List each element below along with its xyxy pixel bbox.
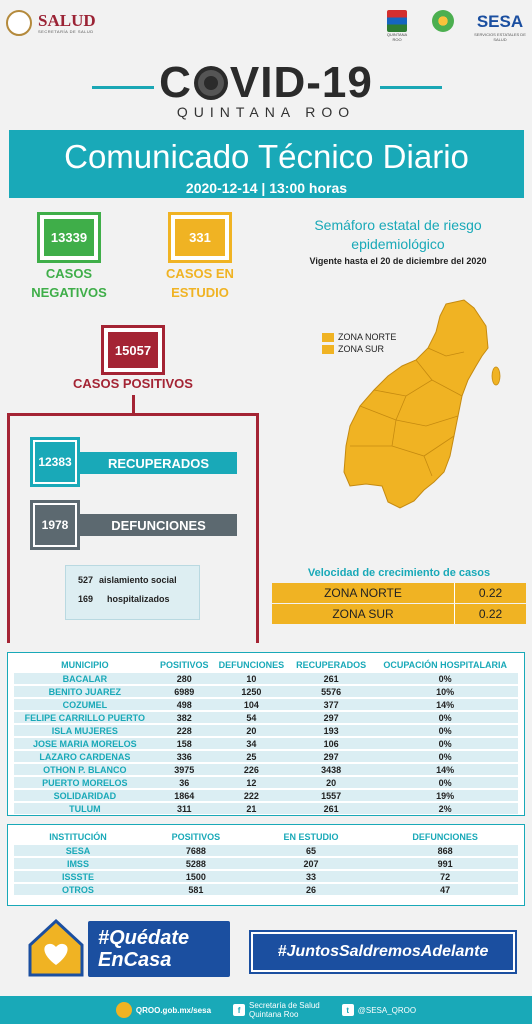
- salud-logo-subtitle: SECRETARÍA DE SALUD: [38, 28, 94, 34]
- municipio-row-cell: 382: [156, 712, 213, 723]
- footer-bar: [0, 996, 532, 1024]
- covid-title-c: C: [159, 58, 192, 107]
- municipio-row-name: BACALAR: [14, 673, 156, 684]
- municipio-row-name: BENITO JUAREZ: [14, 686, 156, 697]
- mexico-seal-icon: [6, 10, 32, 36]
- estudio-value: 331: [175, 219, 225, 256]
- institucion-row-cell: 65: [250, 845, 372, 856]
- velocidad-valor: 0.22: [478, 586, 503, 600]
- recuperados-box: [30, 437, 80, 487]
- institucion-row-cell: 33: [250, 871, 372, 882]
- institucion-row-cell: 72: [372, 871, 518, 882]
- covid-title: [0, 58, 532, 108]
- municipio-row-cell: 0%: [372, 777, 518, 788]
- institucion-row-cell: 991: [372, 858, 518, 869]
- municipio-row-cell: 3975: [156, 764, 213, 775]
- estudio-label-line2: ESTUDIO: [171, 285, 229, 300]
- municipio-row-cell: 377: [290, 699, 372, 710]
- aislamiento-value: 527: [78, 575, 94, 585]
- institucion-row: [14, 858, 518, 869]
- municipio-row-cell: 21: [213, 803, 290, 814]
- virus-icon: [194, 66, 228, 100]
- institucion-row-cell: 5288: [142, 858, 250, 869]
- municipio-row-cell: 25: [213, 751, 290, 762]
- municipio-row-cell: 0%: [372, 738, 518, 749]
- municipio-row-cell: 0%: [372, 725, 518, 736]
- municipio-row-name: JOSE MARIA MORELOS: [14, 738, 156, 749]
- institucion-row-cell: 47: [372, 884, 518, 895]
- legend-label-sur: ZONA SUR: [338, 344, 385, 354]
- positivos-box: [101, 325, 165, 375]
- municipio-row-cell: 222: [213, 790, 290, 801]
- salud-logo-text: SALUD: [38, 10, 96, 30]
- municipio-row-cell: 106: [290, 738, 372, 749]
- col-positivos: POSITIVOS: [171, 832, 221, 842]
- municipio-row-cell: 0%: [372, 751, 518, 762]
- velocidad-row: [272, 583, 526, 603]
- municipio-row-cell: 2%: [372, 803, 518, 814]
- instituciones-header-row: [14, 831, 518, 843]
- municipio-row-name: ISLA MUJERES: [14, 725, 156, 736]
- legend-swatch-norte: [322, 333, 334, 342]
- velocidad-row: [272, 604, 526, 624]
- defunciones-box: [30, 500, 80, 550]
- municipio-row-cell: 261: [290, 803, 372, 814]
- municipio-row-cell: 0%: [372, 673, 518, 684]
- environment-logo: [425, 10, 461, 44]
- instituciones-table: [7, 824, 525, 906]
- report-banner: [9, 130, 524, 198]
- municipio-row-cell: 1250: [213, 686, 290, 697]
- negativos-box: [37, 212, 101, 263]
- semaforo-title: [282, 216, 514, 254]
- municipio-row-name: OTHON P. BLANCO: [14, 764, 156, 775]
- footer-twitter-text: @SESA_QROO: [357, 1005, 417, 1015]
- municipio-row-cell: 54: [213, 712, 290, 723]
- house-heart-icon: [26, 917, 86, 979]
- municipio-row-cell: 36: [156, 777, 213, 788]
- municipio-row-cell: 261: [290, 673, 372, 684]
- defunciones-bar: DEFUNCIONES: [80, 514, 237, 536]
- municipio-row-cell: 1864: [156, 790, 213, 801]
- semaforo-title-line1: Semáforo estatal de riesgo: [314, 217, 482, 233]
- institucion-row-cell: 26: [250, 884, 372, 895]
- municipio-row: [14, 751, 518, 762]
- municipio-row-cell: 6989: [156, 686, 213, 697]
- institucion-row-cell: 1500: [142, 871, 250, 882]
- municipio-row-cell: 20: [213, 725, 290, 736]
- municipios-table: [7, 652, 525, 816]
- municipio-row-name: PUERTO MORELOS: [14, 777, 156, 788]
- hospitalizados-value: 169: [78, 594, 94, 604]
- quedate-en-casa-banner: [88, 921, 230, 977]
- municipio-row: [14, 699, 518, 710]
- recuperados-bar: RECUPERADOS: [80, 452, 237, 474]
- municipio-row-cell: 10%: [372, 686, 518, 697]
- municipio-row-cell: 34: [213, 738, 290, 749]
- legend-swatch-sur: [322, 345, 334, 354]
- footer-web[interactable]: [116, 1002, 211, 1018]
- col-positivos: POSITIVOS: [159, 660, 209, 670]
- velocidad-title: Velocidad de crecimiento de casos: [307, 567, 491, 579]
- quedate-line2: EnCasa: [98, 949, 172, 971]
- institucion-row-name: OTROS: [14, 884, 142, 895]
- municipio-row-cell: 297: [290, 751, 372, 762]
- negativos-label-line2: NEGATIVOS: [31, 285, 107, 300]
- col-defunciones: DEFUNCIONES: [412, 832, 478, 842]
- qroo-globe-icon: [116, 1002, 132, 1018]
- footer-facebook[interactable]: [233, 1001, 320, 1019]
- positivos-connector: [132, 395, 135, 415]
- municipio-row-name: SOLIDARIDAD: [14, 790, 156, 801]
- municipio-row-cell: 5576: [290, 686, 372, 697]
- quintana-roo-logo: [382, 10, 412, 44]
- defunciones-value: 1978: [35, 505, 75, 545]
- col-ocupacion: OCUPACIÓN HOSPITALARIA: [383, 660, 507, 670]
- footer-web-text: QROO.gob.mx/sesa: [135, 1005, 212, 1015]
- municipio-row: [14, 803, 518, 814]
- municipio-row-cell: 12: [213, 777, 290, 788]
- report-date: 2020-12-14 | 13:00 horas: [185, 180, 348, 196]
- institucion-row: [14, 884, 518, 895]
- positivos-value: 15057: [108, 332, 158, 368]
- municipio-row-cell: 226: [213, 764, 290, 775]
- institucion-row-cell: 868: [372, 845, 518, 856]
- municipio-row-name: COZUMEL: [14, 699, 156, 710]
- footer-twitter[interactable]: [342, 1004, 416, 1016]
- municipios-header-row: [14, 659, 518, 671]
- municipio-row: [14, 673, 518, 684]
- estudio-label: [150, 264, 250, 302]
- velocidad-zona: ZONA SUR: [272, 604, 455, 624]
- municipio-row: [14, 777, 518, 788]
- covid-title-rest: VID-19: [229, 58, 373, 107]
- municipio-row-name: TULUM: [14, 803, 156, 814]
- municipio-row-cell: 0%: [372, 712, 518, 723]
- hospitalizados-row: [66, 585, 199, 604]
- sesa-logo: [468, 12, 532, 42]
- quedate-line1: #Quédate: [98, 927, 190, 949]
- municipio-row-cell: 498: [156, 699, 213, 710]
- hospitalizados-label: hospitalizados: [107, 594, 170, 604]
- semaforo-title-line2: epidemiológico: [351, 236, 445, 252]
- status-breakdown: [65, 565, 200, 620]
- semaforo-vigencia: Vigente hasta el 20 de diciembre del 2020: [309, 256, 487, 266]
- municipio-row: [14, 686, 518, 697]
- twitter-icon: t: [342, 1004, 354, 1016]
- municipio-row-cell: 104: [213, 699, 290, 710]
- col-municipio: MUNICIPIO: [61, 660, 109, 670]
- facebook-icon: f: [233, 1004, 245, 1016]
- velocidad-zona: ZONA NORTE: [272, 583, 455, 603]
- municipio-row-cell: 14%: [372, 764, 518, 775]
- aislamiento-row: [66, 566, 199, 585]
- negativos-label-line1: CASOS: [45, 266, 93, 281]
- positivos-label: CASOS POSITIVOS: [73, 376, 193, 391]
- region-subtitle: QUINTANA ROO: [176, 104, 356, 120]
- municipio-row-cell: 19%: [372, 790, 518, 801]
- institucion-row: [14, 845, 518, 856]
- quintana-roo-caption: QUINTANA ROO: [386, 32, 408, 42]
- municipio-row: [14, 790, 518, 801]
- institucion-row: [14, 871, 518, 882]
- estudio-label-line1: CASOS EN: [166, 266, 234, 281]
- municipio-row-cell: 158: [156, 738, 213, 749]
- juntos-saldremos-banner: #JuntosSaldremosAdelante: [251, 932, 515, 972]
- negativos-label: [20, 264, 118, 302]
- quintana-roo-crest-icon: [387, 10, 407, 32]
- municipio-row-cell: 3438: [290, 764, 372, 775]
- municipio-row-cell: 228: [156, 725, 213, 736]
- col-institucion: INSTITUCIÓN: [49, 832, 107, 842]
- col-recuperados: RECUPERADOS: [296, 660, 367, 670]
- sesa-logo-text: SESA: [476, 12, 524, 31]
- salud-logo: [6, 10, 96, 36]
- municipio-row-name: LAZARO CARDENAS: [14, 751, 156, 762]
- sesa-logo-subtitle: SERVICIOS ESTATALES DE SALUD: [474, 32, 526, 42]
- municipio-row-cell: 280: [156, 673, 213, 684]
- municipio-row-cell: 297: [290, 712, 372, 723]
- institucion-row-cell: 581: [142, 884, 250, 895]
- legend-label-norte: ZONA NORTE: [338, 332, 397, 342]
- municipio-row: [14, 712, 518, 723]
- municipio-row-cell: 10: [213, 673, 290, 684]
- map-state-shape: [344, 300, 488, 508]
- municipio-row-cell: 336: [156, 751, 213, 762]
- municipio-row: [14, 764, 518, 775]
- report-heading: Comunicado Técnico Diario: [64, 138, 469, 175]
- footer-facebook-line1: Secretaría de Salud: [249, 1001, 320, 1010]
- municipio-row-cell: 14%: [372, 699, 518, 710]
- municipio-row-name: FELIPE CARRILLO PUERTO: [14, 712, 156, 723]
- institucion-row-name: IMSS: [14, 858, 142, 869]
- estudio-box: [168, 212, 232, 263]
- footer-facebook-line2: Quintana Roo: [249, 1010, 299, 1019]
- institucion-row-name: ISSSTE: [14, 871, 142, 882]
- municipio-row-cell: 311: [156, 803, 213, 814]
- municipio-row-cell: 20: [290, 777, 372, 788]
- institucion-row-cell: 207: [250, 858, 372, 869]
- institucion-row-cell: 7688: [142, 845, 250, 856]
- municipio-row-cell: 1557: [290, 790, 372, 801]
- footer-facebook-text: [249, 1001, 320, 1019]
- negativos-value: 13339: [44, 219, 94, 256]
- quintana-roo-map: [336, 296, 506, 516]
- municipio-row-cell: 193: [290, 725, 372, 736]
- col-defunciones: DEFUNCIONES: [218, 660, 285, 670]
- sun-tree-icon: [432, 10, 454, 32]
- map-cozumel-island: [492, 367, 500, 385]
- col-en-estudio: EN ESTUDIO: [283, 832, 339, 842]
- institucion-row-name: SESA: [14, 845, 142, 856]
- recuperados-value: 12383: [35, 442, 75, 482]
- municipio-row: [14, 725, 518, 736]
- aislamiento-label: aislamiento social: [99, 575, 177, 585]
- municipio-row: [14, 738, 518, 749]
- velocidad-valor: 0.22: [478, 607, 503, 621]
